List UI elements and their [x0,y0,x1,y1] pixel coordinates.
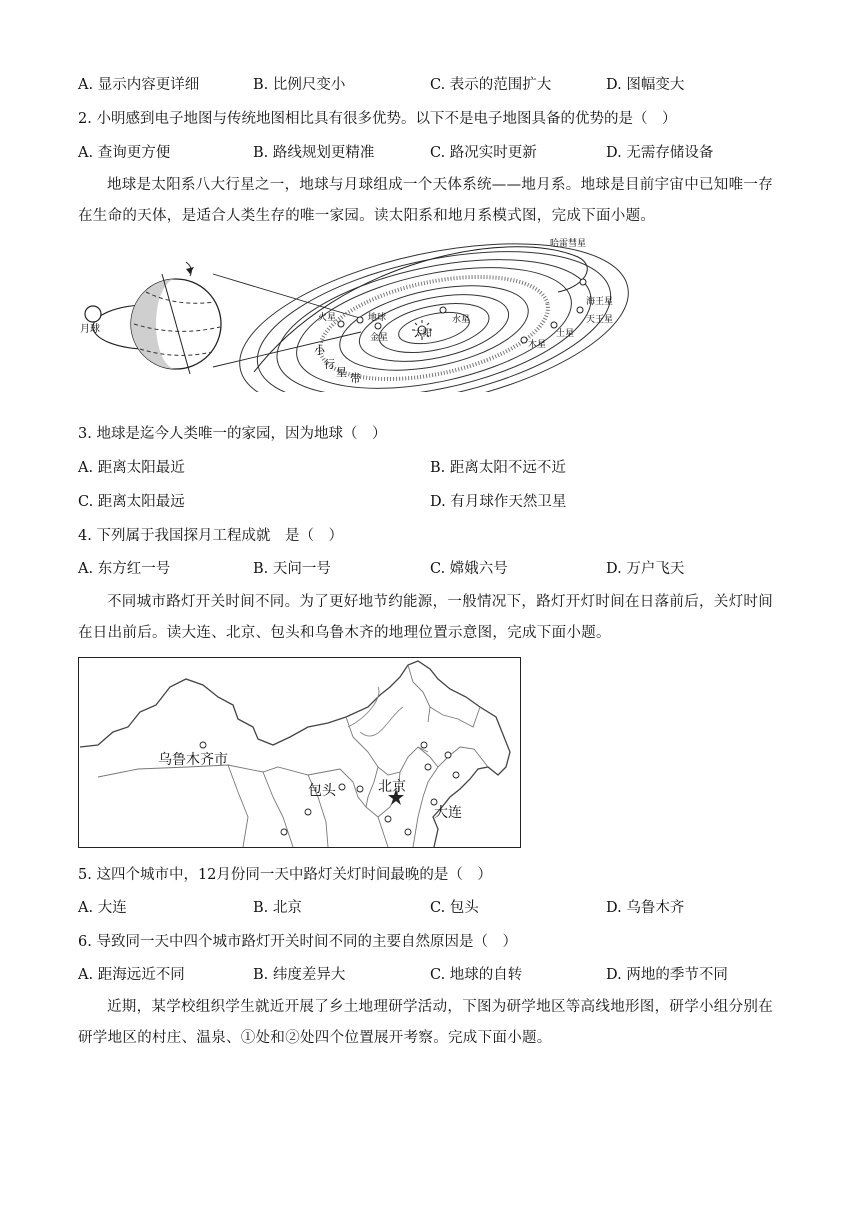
q5-option-a[interactable]: A. 大连 [78,900,127,916]
belt-char-3: 星 [336,366,347,379]
venus-label: 金星 [370,333,389,343]
q2-stem: 2. 小明感到电子地图与传统地图相比具有很多优势。以下不是电子地图具备的优势的是（ ） [78,111,677,127]
city-label-urumqi: 乌鲁木齐市 [158,752,228,768]
q2-option-b[interactable]: B. 路线规划更精准 [253,145,375,161]
q3-option-b[interactable]: B. 距离太阳不远不近 [430,460,566,476]
city-label-dalian: 大连 [434,805,462,821]
q4-option-d[interactable]: D. 万户飞天 [606,561,685,577]
q1-option-d[interactable]: D. 图幅变大 [606,77,685,93]
q6-stem: 6. 导致同一天中四个城市路灯开关时间不同的主要自然原因是（ ） [78,934,517,950]
q3-option-a[interactable]: A. 距离太阳最近 [78,460,185,476]
q2-option-d[interactable]: D. 无需存储设备 [606,145,714,161]
q2-option-c[interactable]: C. 路况实时更新 [430,145,537,161]
q1-option-b[interactable]: B. 比例尺变小 [253,77,346,93]
q1-option-a[interactable]: A. 显示内容更详细 [78,77,200,93]
earth-label: 地球 [368,313,387,323]
q5-stem: 5. 这四个城市中，12月份同一天中路灯关灯时间最晚的是（ ） [78,867,492,883]
q2-option-a[interactable]: A. 查询更方便 [78,145,171,161]
q3-stem: 3. 地球是迄今人类唯一的家园，因为地球（ ） [78,426,387,442]
saturn-label: 土星 [556,329,575,339]
sun-label: 太阳 [414,329,433,339]
q4-option-c[interactable]: C. 嫦娥六号 [430,561,508,577]
q3-option-c[interactable]: C. 距离太阳最远 [78,494,185,510]
passage-street-lights: 不同城市路灯开关时间不同。为了更好地节约能源，一般情况下，路灯开灯时间在日落前后，关灯时间在日出前后。读大连、北京、包头和乌鲁木齐的地理位置示意图，完成下面小题。 [78,594,773,641]
belt-char-4: 带 [350,372,361,385]
mercury-label: 水星 [452,315,471,325]
q5-option-d[interactable]: D. 乌鲁木齐 [606,900,685,916]
belt-char-2: 行 [324,358,335,371]
earth-globe [131,262,221,374]
q5-option-b[interactable]: B. 北京 [253,900,302,916]
solar-system-figure [78,232,638,392]
q4-stem: 4. 下列属于我国探月工程成就 是（ ） [78,528,343,544]
planet-orbits [225,232,638,392]
q1-option-c[interactable]: C. 表示的范围扩大 [430,77,552,93]
mars-label: 火星 [318,313,337,323]
q6-option-b[interactable]: B. 纬度差异大 [253,967,346,983]
moon-body [85,306,101,322]
moon-label: 月球 [80,324,100,335]
belt-char-1: 小 [314,344,325,357]
q4-option-b[interactable]: B. 天问一号 [253,561,331,577]
q6-option-a[interactable]: A. 距海远近不同 [78,967,185,983]
q3-option-d[interactable]: D. 有月球作天然卫星 [430,494,567,510]
comet-label: 哈雷彗星 [550,239,587,249]
neptune-label: 海王星 [586,297,614,307]
uranus-label: 天王星 [586,315,614,325]
jupiter-label: 木星 [528,340,547,350]
q5-option-c[interactable]: C. 包头 [430,900,479,916]
city-label-beijing: 北京 [378,779,406,795]
city-location-map [78,657,521,848]
q4-option-a[interactable]: A. 东方红一号 [78,561,171,577]
q6-option-c[interactable]: C. 地球的自转 [430,967,523,983]
city-label-baotou: 包头 [308,783,336,799]
passage-solar-system: 地球是太阳系八大行星之一，地球与月球组成一个天体系统——地月系。地球是目前宇宙中已知唯一存在生命的天体，是适合人类生存的唯一家园。读太阳系和地月系模式图，完成下面小题。 [78,177,773,224]
zoom-line-bottom [213,332,361,367]
q6-option-d[interactable]: D. 两地的季节不同 [606,967,728,983]
passage-field-study: 近期，某学校组织学生就近开展了乡土地理研学活动，下图为研学地区等高线地形图，研学小组分别在研学地区的村庄、温泉、①处和②处四个位置展开考察。完成下面小题。 [78,999,773,1046]
zoom-line-top [213,274,363,319]
